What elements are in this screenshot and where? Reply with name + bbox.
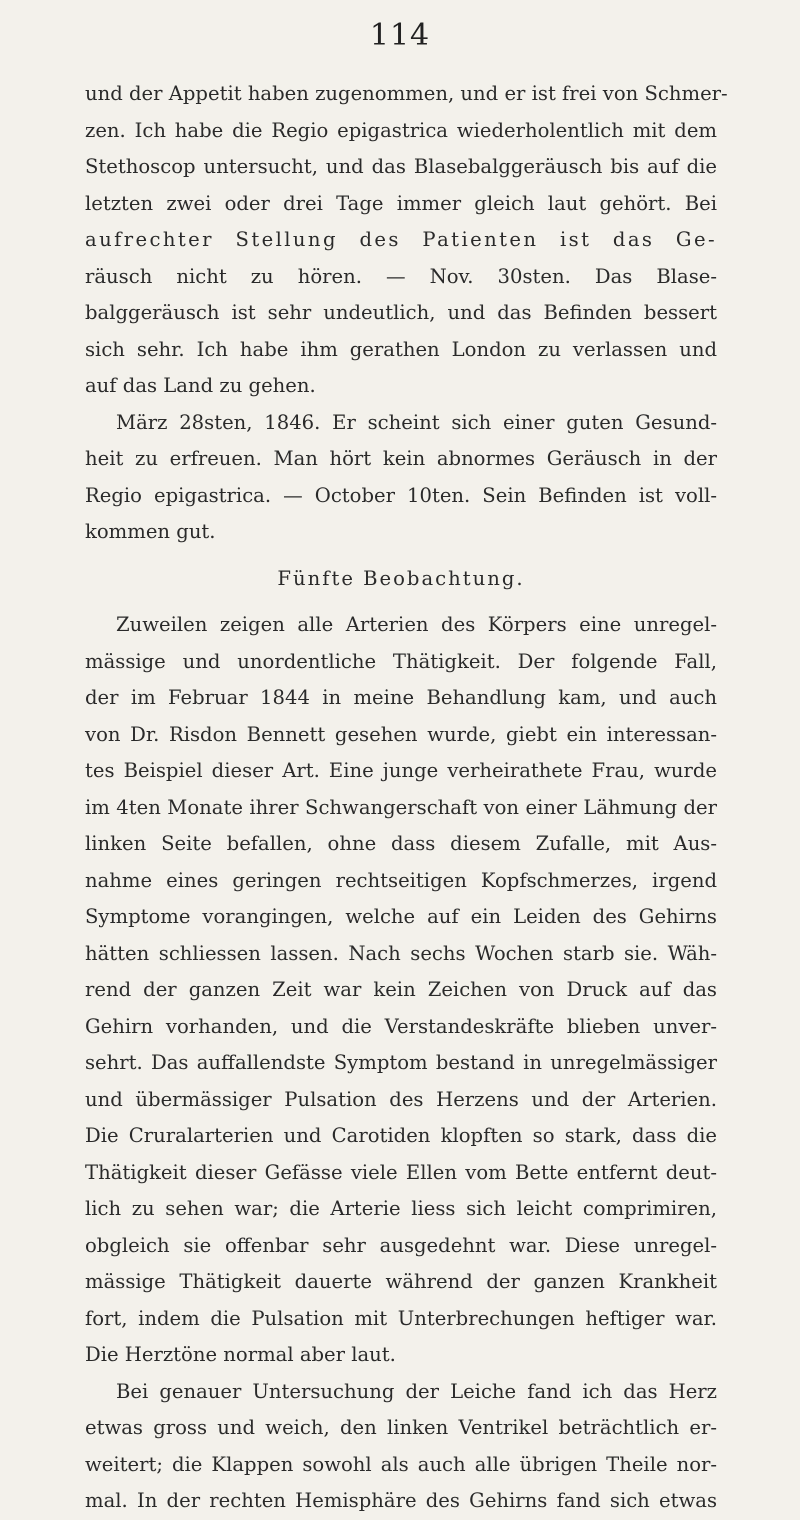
section-heading: Fünfte Beobachtung. (277, 566, 525, 590)
text-line: räusch nicht zu hören. — Nov. 30sten. Das Blase- (85, 264, 717, 288)
text-line: auf das Land zu gehen. (85, 374, 316, 397)
text-line: im 4ten Monate ihrer Schwangerschaft von einer Lähmung der (85, 795, 717, 819)
text-line: Gehirn vorhanden, und die Verstandeskräfte blieben unver- (85, 1014, 717, 1038)
text-line: Die Herztöne normal aber laut. (85, 1343, 396, 1366)
text-line: Stethoscop untersucht, und das Blasebalggeräusch bis auf die (85, 155, 717, 178)
section-gap (85, 551, 717, 561)
text-line: obgleich sie offenbar sehr ausgedehnt war. Diese unregel- (85, 1233, 717, 1257)
text-line: Symptome vorangingen, welche auf ein Leiden des Gehirns (85, 905, 717, 928)
text-line: aufrechter Stellung des Patienten ist das Ge- (85, 228, 717, 251)
text-line: der im Februar 1844 in meine Behandlung kam, und auch (85, 686, 717, 709)
text-line: mässige Thätigkeit dauerte während der ganzen Krankheit (85, 1270, 717, 1293)
text-line: rend der ganzen Zeit war kein Zeichen von Druck auf das (85, 978, 717, 1001)
section-gap (85, 597, 717, 607)
text-line: sehrt. Das auffallendste Symptom bestand in unregelmässiger (85, 1051, 717, 1074)
text-line: von Dr. Risdon Bennett gesehen wurde, giebt ein interessan- (85, 722, 717, 746)
text-line: heit zu erfreuen. Man hört kein abnormes Geräusch in der (85, 447, 717, 470)
text-line: letzten zwei oder drei Tage immer gleich laut gehört. Bei (85, 191, 717, 215)
text-line: März 28sten, 1846. Er scheint sich einer guten Gesund- (116, 410, 717, 434)
text-line: etwas gross und weich, den linken Ventrikel beträchtlich er- (85, 1416, 717, 1439)
body-text (85, 76, 728, 1520)
text-line: kommen gut. (85, 520, 216, 543)
text-line: tes Beispiel dieser Art. Eine junge verheirathete Frau, wurde (85, 759, 717, 782)
text-line: Bei genauer Untersuchung der Leiche fand ich das Herz (116, 1379, 717, 1403)
text-line: fort, indem die Pulsation mit Unterbrechungen heftiger war. (85, 1306, 717, 1330)
text-line: hätten schliessen lassen. Nach sechs Wochen starb sie. Wäh- (85, 941, 717, 965)
text-line: weitert; die Klappen sowohl als auch alle übrigen Theile nor- (85, 1452, 717, 1476)
text-line: Regio epigastrica. — October 10ten. Sein Befinden ist voll- (85, 483, 717, 507)
text-line: und übermässiger Pulsation des Herzens und der Arterien. (85, 1087, 717, 1111)
text-line: sich sehr. Ich habe ihm gerathen London zu verlassen und (85, 337, 717, 361)
text-line: balggeräusch ist sehr undeutlich, und das Befinden bessert (85, 301, 717, 324)
text-line: zen. Ich habe die Regio epigastrica wiederholentlich mit dem (85, 118, 717, 142)
text-line: Zuweilen zeigen alle Arterien des Körpers eine unregel- (116, 613, 717, 636)
text-line: mal. In der rechten Hemisphäre des Gehirns fand sich etwas (85, 1489, 717, 1512)
text-line: und der Appetit haben zugenommen, und er ist frei von Schmer- (85, 82, 728, 105)
text-line: linken Seite befallen, ohne dass diesem Zufalle, mit Aus- (85, 832, 717, 855)
page-number: 114 (369, 18, 431, 53)
text-line: Die Cruralarterien und Carotiden klopften so stark, dass die (85, 1124, 717, 1147)
text-line: lich zu sehen war; die Arterie liess sich leicht comprimiren, (85, 1197, 717, 1220)
text-line: mässige und unordentliche Thätigkeit. Der folgende Fall, (85, 649, 717, 673)
text-line: Thätigkeit dieser Gefässe viele Ellen vom Bette entfernt deut- (85, 1160, 717, 1184)
text-line: nahme eines geringen rechtseitigen Kopfschmerzes, irgend (85, 868, 717, 892)
